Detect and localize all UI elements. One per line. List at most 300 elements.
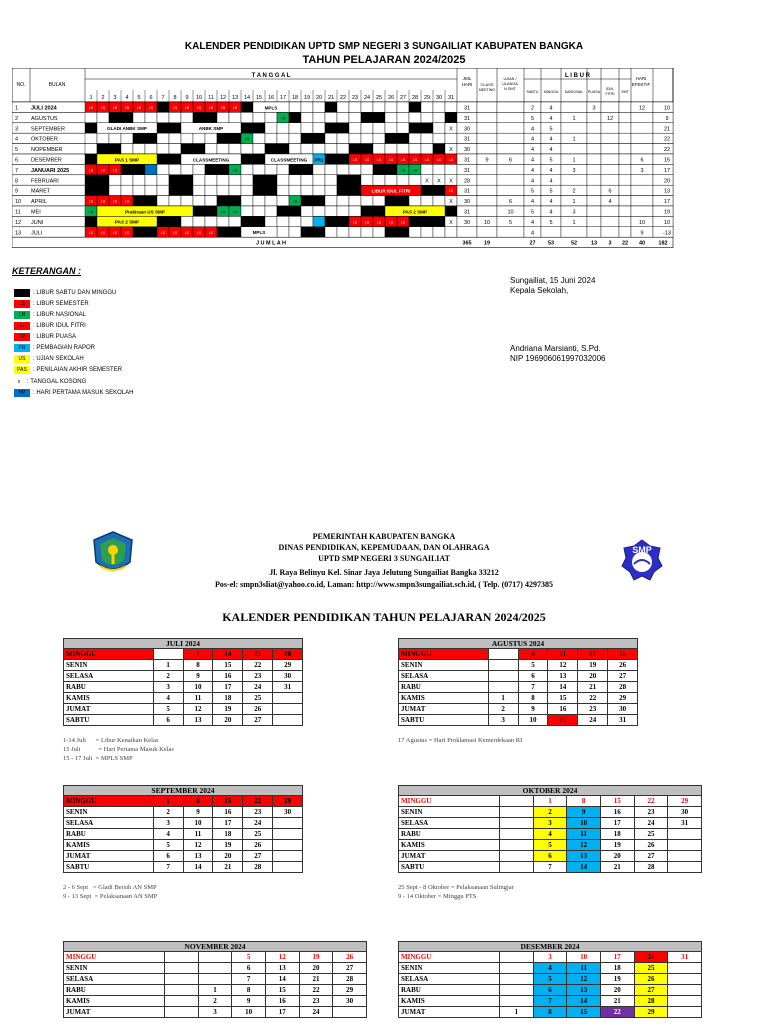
date-cell: 12: [567, 840, 601, 851]
day-cell: [121, 175, 133, 185]
summary-cell: [587, 123, 601, 133]
day-cell: [241, 206, 253, 216]
month-notes: 1-14 Juli = Libur Kenaikan Kelas 15 Juli = Hari Pertama Masuk Kelas 15 - 17 Juli = MPLS SMP: [63, 737, 174, 762]
date-cell: 11: [183, 829, 213, 840]
date-cell: 3: [533, 952, 567, 963]
date-cell: 18: [600, 963, 634, 974]
date-cell: 9: [518, 704, 548, 715]
summary-cell: [619, 175, 631, 185]
date-cell: 24: [243, 682, 273, 693]
summary-cell: [619, 216, 631, 226]
day-cell-label: LS: [100, 168, 106, 173]
day-cell: [109, 112, 121, 122]
month-block: [63, 785, 303, 873]
date-cell: [165, 952, 199, 963]
row-eff-4: 22: [663, 136, 671, 143]
legend-text: : LIBUR IDUL FITRI: [33, 322, 86, 329]
day-cell: [241, 196, 253, 206]
summary-cell: [497, 164, 524, 174]
summary-cell: [477, 102, 497, 112]
letterhead-line2: DINAS PENDIDIKAN, KEPEMUDAAN, DAN OLAHRAGA: [278, 543, 490, 552]
date-cell: [668, 963, 702, 974]
day-cell-label: LS: [364, 158, 370, 162]
summary-cell: [619, 102, 631, 112]
day-cell: [85, 185, 97, 195]
event-label-3-1: ANBK SMP: [198, 126, 224, 132]
date-cell: 19: [213, 840, 243, 851]
date-cell: 15: [213, 660, 243, 671]
month-row: [64, 985, 367, 996]
summary-cell: [477, 123, 497, 133]
date-cell: 13: [548, 671, 578, 682]
weekday-label: SENIN: [64, 963, 165, 974]
day-cell: [349, 144, 361, 154]
day-cell: [193, 206, 205, 216]
day-cell: [121, 112, 133, 122]
row-jml-5: 30: [463, 147, 471, 154]
date-cell: 26: [243, 840, 273, 851]
row-jml-10: 30: [463, 199, 471, 206]
row-no-6: 6: [15, 157, 19, 164]
date-cell: 6: [232, 963, 266, 974]
summary-cell: [619, 123, 631, 133]
day-cell: [325, 123, 337, 133]
row-nas-6: 1: [572, 157, 576, 164]
row-jml-7: 31: [463, 167, 471, 174]
row-uj-11: 10: [507, 209, 514, 216]
row-bulan-7: JANUARI 2025: [31, 167, 70, 174]
date-cell: 7: [153, 862, 183, 873]
summary-cell: [497, 227, 524, 237]
day-cell: [385, 133, 397, 143]
legend-code: LN: [18, 311, 26, 318]
day-cell: [349, 164, 361, 174]
signature-place-date: Sungailiat, 15 Juni 2024: [510, 276, 596, 285]
weekday-label: JUMAT: [399, 704, 489, 715]
day-cell: [301, 133, 313, 143]
date-cell: 18: [213, 829, 243, 840]
date-cell: [500, 963, 534, 974]
day-header-25: 25: [375, 95, 383, 101]
date-cell: 28: [634, 996, 668, 1007]
total-6: 13: [590, 240, 598, 247]
day-cell: [229, 175, 241, 185]
day-cell: [385, 144, 397, 154]
day-cell: [169, 123, 181, 133]
day-cell-label: LS: [400, 158, 406, 162]
date-cell: 17: [600, 818, 634, 829]
date-cell: 26: [243, 704, 273, 715]
day-cell: [133, 227, 145, 237]
day-cell: [397, 133, 409, 143]
legend-swatch: [14, 344, 30, 352]
day-cell: [301, 185, 313, 195]
day-cell: [445, 227, 457, 237]
header-jml-1: JML: [462, 76, 472, 81]
day-cell-label: LS: [196, 230, 202, 235]
date-cell: 16: [600, 807, 634, 818]
day-cell: [241, 154, 253, 164]
date-cell: 19: [600, 974, 634, 985]
day-cell: [241, 144, 253, 154]
day-cell: [289, 185, 301, 195]
day-cell: [97, 185, 109, 195]
header-efektif-1: HARI: [635, 76, 647, 81]
date-cell: 8: [183, 660, 213, 671]
row-eff-13: -13: [663, 230, 671, 237]
day-cell: [385, 164, 397, 174]
day-header-2: 2: [101, 95, 105, 101]
date-cell: 17: [213, 682, 243, 693]
date-cell: 22: [243, 660, 273, 671]
row-sabtu-6: 4: [530, 157, 535, 164]
day-cell: [241, 102, 253, 112]
date-cell: [500, 862, 534, 873]
day-cell: [169, 185, 181, 195]
summary-cell: [619, 227, 631, 237]
day-cell: [265, 185, 277, 195]
day-cell: [241, 123, 253, 133]
day-cell: [253, 206, 265, 216]
row-sabtu-10: 4: [530, 199, 535, 206]
summary-cell: [477, 227, 497, 237]
day-header-26: 26: [387, 95, 395, 101]
total-1: 19: [483, 240, 491, 247]
day-cell: [241, 112, 253, 122]
day-cell: [289, 216, 301, 226]
day-cell: [313, 216, 325, 226]
summary-cell: [587, 185, 601, 195]
day-cell-x: X: [449, 126, 453, 133]
day-header-18: 18: [291, 95, 299, 101]
row-sabtu-8: 4: [530, 178, 535, 185]
day-cell: [397, 112, 409, 122]
date-cell: 3: [488, 715, 518, 726]
month-block: [63, 941, 367, 1018]
month-row: [399, 952, 702, 963]
header-efektif-2: EFEKTIF: [631, 82, 651, 87]
day-header-12: 12: [219, 95, 227, 101]
date-cell: 25: [608, 649, 638, 660]
legend-swatch: [14, 366, 30, 374]
summary-cell: [587, 164, 601, 174]
row-bulan-5: NOPEMBER: [31, 147, 63, 154]
date-cell: 28: [243, 862, 273, 873]
row-smt-12: 10: [638, 219, 646, 226]
row-smt-1: 12: [638, 105, 646, 112]
event-label-1-0: MPLS: [264, 105, 278, 111]
day-header-27: 27: [399, 95, 407, 101]
month-block: [398, 638, 638, 726]
day-cell: [289, 227, 301, 237]
day-cell: [349, 133, 361, 143]
day-cell-label: LS: [136, 106, 142, 110]
legend-item: [14, 288, 116, 297]
date-cell: 3: [198, 1007, 232, 1018]
day-cell: [169, 216, 181, 226]
day-cell: [301, 102, 313, 112]
day-cell: [97, 112, 109, 122]
date-cell: [668, 829, 702, 840]
day-cell: [349, 227, 361, 237]
day-cell: [301, 112, 313, 122]
day-cell: [433, 216, 445, 226]
weekday-label: JUMAT: [64, 1007, 165, 1018]
row-jml-6: 31: [463, 157, 471, 164]
summary-cell: [587, 154, 601, 164]
date-cell: 3: [533, 818, 567, 829]
day-cell: [85, 216, 97, 226]
weekday-label: RABU: [399, 985, 500, 996]
month-row: [399, 807, 702, 818]
day-cell: [253, 164, 265, 174]
day-cell: [253, 123, 265, 133]
day-cell: [313, 196, 325, 206]
row-nas-10: 1: [572, 199, 576, 206]
month-row: [64, 671, 303, 682]
day-cell-label: LS: [424, 158, 430, 162]
row-sabtu-13: 4: [530, 230, 535, 237]
date-cell: 18: [600, 829, 634, 840]
day-cell: [145, 227, 157, 237]
row-no-4: 4: [15, 136, 19, 143]
day-cell: [205, 144, 217, 154]
date-cell: 30: [273, 671, 303, 682]
day-cell: [289, 206, 301, 216]
date-cell: [668, 974, 702, 985]
day-cell: [157, 185, 169, 195]
weekday-label: SELASA: [399, 974, 500, 985]
date-cell: 5: [232, 952, 266, 963]
row-sabtu-5: 4: [530, 147, 535, 154]
row-nas-12: 1: [572, 219, 576, 226]
day-cell-label: LS: [208, 230, 214, 235]
day-cell: [157, 164, 169, 174]
day-cell: [325, 196, 337, 206]
date-cell: 25: [634, 963, 668, 974]
legend-text: : TANGGAL KOSONG: [27, 378, 87, 385]
day-cell-label: LN: [280, 116, 286, 121]
row-eff-6: 15: [663, 157, 671, 164]
day-cell: [85, 175, 97, 185]
summary-cell: [601, 133, 619, 143]
day-cell: [217, 216, 229, 226]
day-cell: [265, 175, 277, 185]
row-sabtu-1: 2: [530, 105, 535, 112]
summary-cell: [587, 216, 601, 226]
day-header-4: 4: [125, 95, 129, 101]
day-cell: [373, 102, 385, 112]
date-cell: 15: [567, 1007, 601, 1018]
day-cell: [325, 185, 337, 195]
date-cell: 20: [213, 715, 243, 726]
legend-item: [14, 388, 133, 397]
day-cell-label: LS: [88, 199, 94, 204]
day-cell-label: LS: [100, 199, 106, 204]
legend-item: [14, 354, 84, 363]
day-cell: [445, 206, 457, 216]
day-cell: [409, 123, 421, 133]
summary-cell: [587, 133, 601, 143]
weekday-label: SELASA: [399, 671, 489, 682]
day-cell-label: LS: [400, 220, 406, 225]
day-cell: [397, 102, 409, 112]
day-cell: [241, 175, 253, 185]
day-cell: [373, 123, 385, 133]
row-no-7: 7: [15, 167, 19, 174]
day-cell: [109, 144, 121, 154]
date-cell: 20: [600, 985, 634, 996]
legend-code: LI: [19, 322, 25, 329]
row-jml-3: 30: [463, 126, 471, 133]
weekday-label: MINGGU: [399, 649, 489, 660]
row-eff-11: 19: [663, 209, 671, 216]
date-cell: 16: [548, 704, 578, 715]
month-row: [399, 682, 638, 693]
row-minggu-2: 4: [549, 115, 553, 122]
date-cell: 13: [183, 851, 213, 862]
summary-cell: [601, 227, 619, 237]
day-cell-label: LN: [244, 137, 250, 142]
day-cell: [133, 164, 145, 174]
day-header-31: 31: [447, 95, 455, 101]
legend-title: KETERANGAN :: [12, 266, 81, 276]
day-cell: [133, 196, 145, 206]
day-cell: [217, 112, 229, 122]
day-cell: [157, 144, 169, 154]
day-cell: [373, 175, 385, 185]
total-4: 53: [547, 240, 555, 247]
day-cell: [337, 112, 349, 122]
day-cell: [337, 206, 349, 216]
day-cell-label: LS: [184, 106, 190, 110]
date-cell: 15: [213, 796, 243, 807]
month-row: [399, 660, 638, 671]
day-header-23: 23: [351, 95, 359, 101]
date-cell: 14: [548, 682, 578, 693]
summary-cell: [497, 185, 524, 195]
summary-cell: [601, 175, 619, 185]
day-cell-x: X: [449, 199, 453, 206]
event-label-11-1: PAS 2 SMP: [402, 209, 428, 215]
summary-cell: [619, 164, 631, 174]
weekday-label: RABU: [64, 682, 154, 693]
day-cell: [241, 164, 253, 174]
date-cell: 5: [153, 704, 183, 715]
date-cell: 10: [567, 952, 601, 963]
day-cell: [421, 227, 433, 237]
day-cell: [217, 164, 229, 174]
day-cell: [241, 185, 253, 195]
day-cell: [325, 175, 337, 185]
date-cell: 11: [183, 693, 213, 704]
day-cell: [277, 144, 289, 154]
date-cell: 4: [153, 693, 183, 704]
day-cell: [253, 133, 265, 143]
day-cell: [433, 133, 445, 143]
day-cell: [145, 175, 157, 185]
legend-swatch: [14, 333, 30, 341]
row-bulan-12: JUNI: [31, 219, 44, 226]
smp-logo-text: SMP: [632, 545, 652, 555]
date-cell: 11: [567, 963, 601, 974]
day-cell: [169, 112, 181, 122]
day-cell-label: LS: [232, 106, 238, 110]
date-cell: 4: [533, 963, 567, 974]
summary-cell: [587, 112, 601, 122]
summary-cell: [497, 112, 524, 122]
signature-name: Andriana Marsianti, S.Pd.: [510, 344, 601, 353]
day-cell: [217, 133, 229, 143]
day-cell: [349, 112, 361, 122]
header-ujian-3: N SMT: [504, 87, 516, 91]
date-cell: [273, 829, 303, 840]
summary-cell: [561, 175, 587, 185]
day-cell: [277, 123, 289, 133]
day-cell-label: LS: [112, 168, 118, 173]
day-cell: [337, 123, 349, 133]
date-cell: 23: [578, 704, 608, 715]
row-minggu-5: 4: [549, 147, 553, 154]
date-cell: 3: [153, 818, 183, 829]
event-label-3-0: GLADI ANBK SMP: [107, 126, 147, 132]
day-cell: [133, 144, 145, 154]
date-cell: 11: [548, 649, 578, 660]
legend-text: : LIBUR NASIONAL: [33, 311, 87, 318]
event-label-6-1: CLASSMEETING: [192, 157, 230, 163]
day-cell: [409, 175, 421, 185]
day-header-30: 30: [435, 95, 443, 101]
date-cell: 4: [518, 649, 548, 660]
day-cell-label: LS: [448, 158, 454, 162]
date-cell: 22: [634, 796, 668, 807]
total-9: 40: [638, 240, 646, 247]
summary-cell: [477, 144, 497, 154]
day-cell: [433, 227, 445, 237]
month-row: [64, 818, 303, 829]
month-title: SEPTEMBER 2024: [63, 785, 303, 795]
day-cell: [85, 144, 97, 154]
date-cell: 20: [600, 851, 634, 862]
date-cell: 5: [153, 840, 183, 851]
date-cell: 1: [153, 796, 183, 807]
day-cell: [409, 102, 421, 112]
month-row: [399, 693, 638, 704]
row-bulan-1: JULI 2024: [31, 105, 57, 112]
legend-swatch: [14, 389, 30, 397]
date-cell: [198, 952, 232, 963]
day-cell: [445, 164, 457, 174]
day-cell-x: X: [449, 178, 453, 185]
date-cell: 1: [500, 1007, 534, 1018]
day-cell: [325, 144, 337, 154]
day-cell-label: LN: [88, 210, 94, 214]
row-nas-9: 2: [572, 188, 576, 195]
month-title: AGUSTUS 2024: [398, 638, 638, 648]
date-cell: 25: [243, 693, 273, 704]
month-row: [399, 704, 638, 715]
date-cell: 10: [183, 682, 213, 693]
date-cell: [500, 851, 534, 862]
day-cell: [289, 133, 301, 143]
day-cell: [289, 144, 301, 154]
day-cell: [397, 175, 409, 185]
weekday-label: SENIN: [399, 660, 489, 671]
day-cell: [313, 164, 325, 174]
weekday-label: RABU: [64, 985, 165, 996]
date-cell: 31: [273, 682, 303, 693]
day-header-21: 21: [327, 95, 335, 101]
